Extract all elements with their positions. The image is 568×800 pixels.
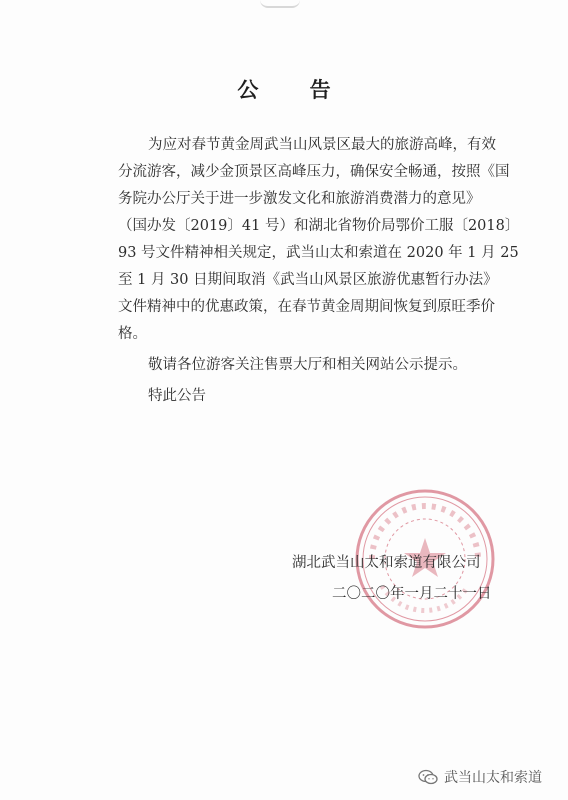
document-body xyxy=(118,132,520,410)
document-title: 公 告 xyxy=(237,77,353,102)
notice-paragraph xyxy=(118,352,502,379)
account-watermark xyxy=(418,766,542,788)
paragraph-line: 文件精神中的优惠政策，在春节黄金周期间恢复到原旺季价 xyxy=(118,299,495,315)
paragraph-line: 至 1 月 30 日期间取消《武当山风景区旅游优惠暂行办法》 xyxy=(118,272,498,288)
paragraph-line: 分流游客，减少金顶景区高峰压力，确保安全畅通，按照《国 xyxy=(118,164,510,180)
binding-mark xyxy=(260,0,300,8)
account-name: 武当山太和索道 xyxy=(444,770,542,786)
wechat-icon xyxy=(418,769,438,785)
signature-org: 湖北武当山太和索道有限公司 xyxy=(292,555,481,571)
paragraph-line: 务院办公厅关于进一步激发文化和旅游消费潜力的意见》 xyxy=(118,191,481,207)
notice-line: 敬请各位游客关注售票大厅和相关网站公示提示。 xyxy=(148,357,467,373)
paragraph-line: 为应对春节黄金周武当山风景区最大的旅游高峰，有效 xyxy=(148,137,496,153)
paragraph-line: （国办发〔2019〕41 号）和湖北省物价局鄂价工服〔2018〕 xyxy=(118,218,520,234)
paragraph-line: 93 号文件精神相关规定，武当山太和索道在 2020 年 1 月 25 xyxy=(118,245,519,261)
main-paragraph xyxy=(118,132,520,348)
closing-paragraph xyxy=(118,383,502,410)
closing-line: 特此公告 xyxy=(148,388,206,404)
paragraph-line: 格。 xyxy=(118,326,147,342)
signature-date: 二〇二〇年一月二十一日 xyxy=(332,586,492,602)
signature-block xyxy=(292,548,522,610)
